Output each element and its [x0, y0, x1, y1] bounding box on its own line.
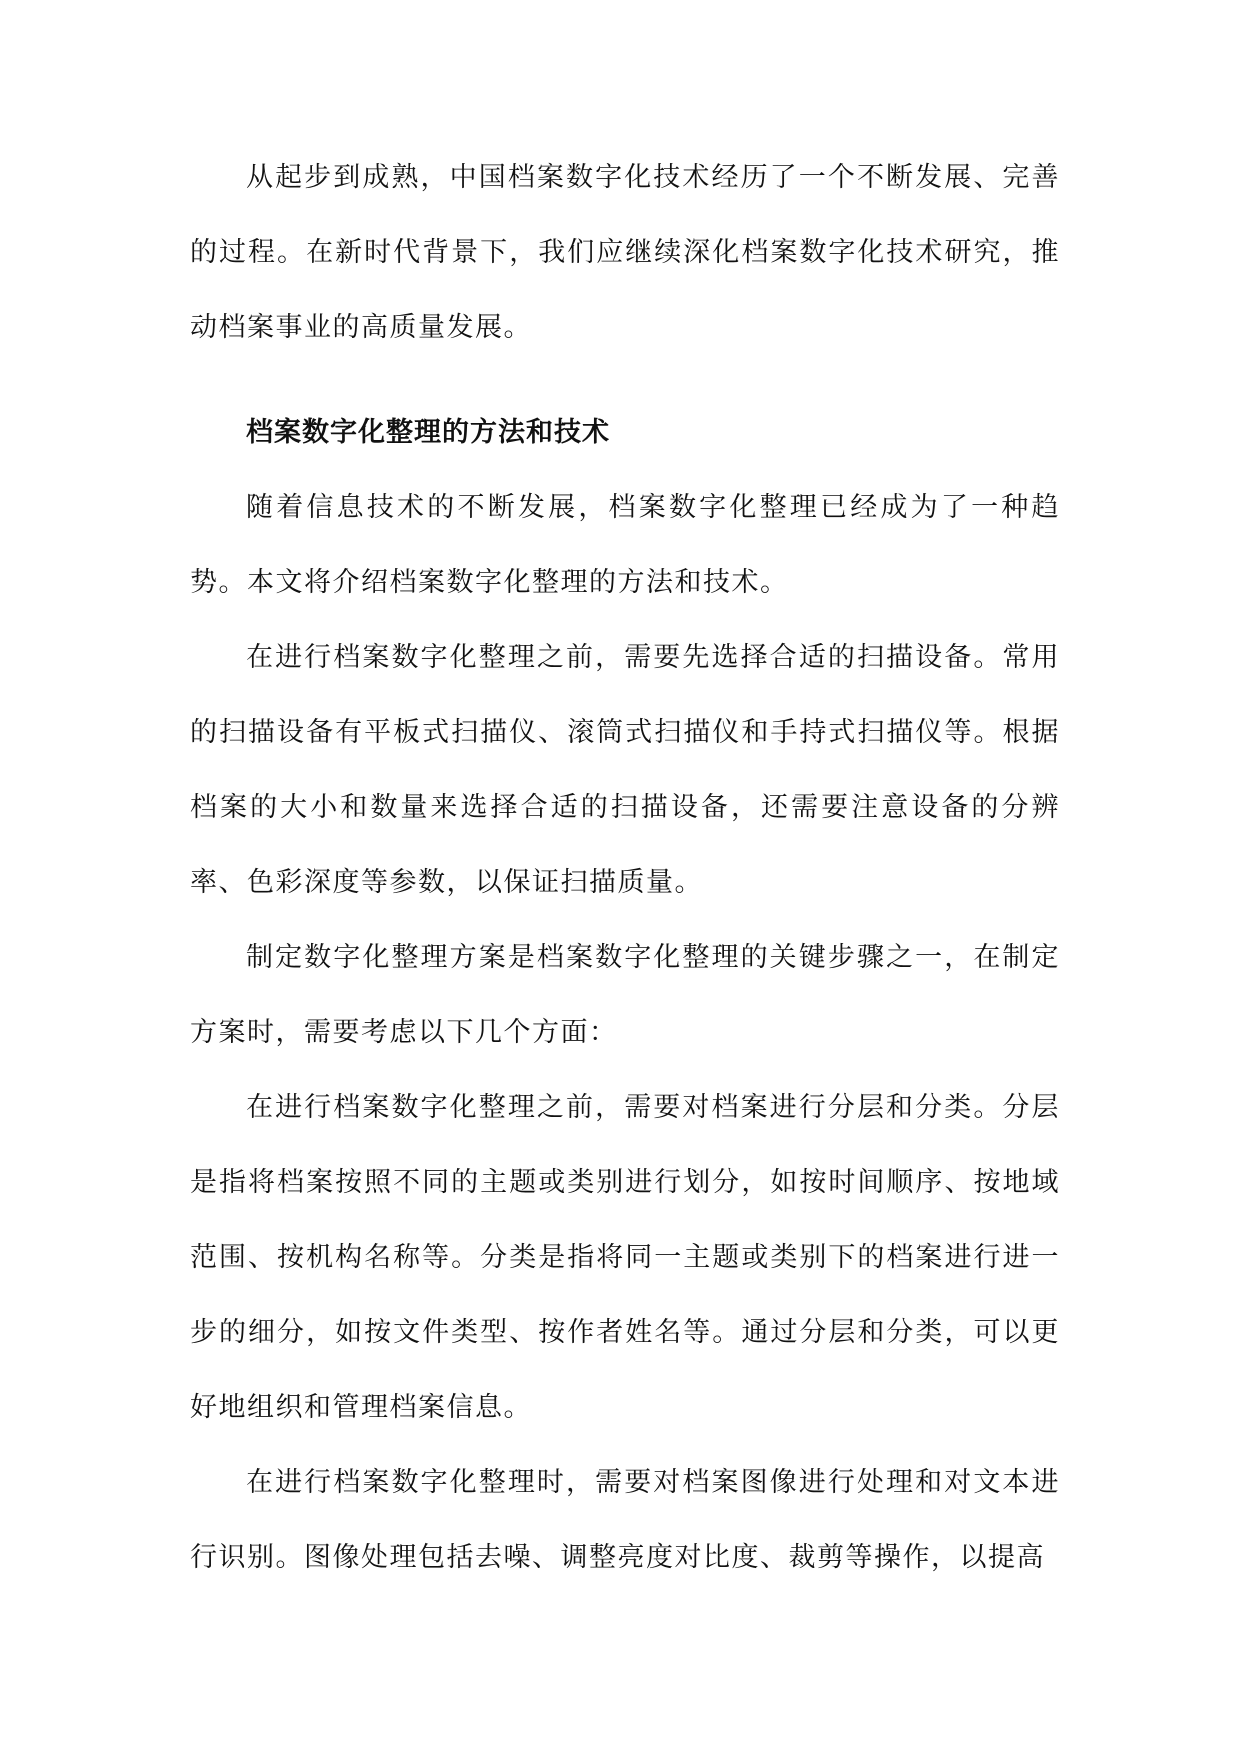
section-heading: 档案数字化整理的方法和技术 [246, 417, 610, 448]
body-paragraph-1: 随着信息技术的不断发展，档案数字化整理已经成为了一种趋势。本文将介绍档案数字化整理的方法和技术。 [190, 492, 1060, 598]
intro-paragraph: 从起步到成熟，中国档案数字化技术经历了一个不断发展、完善的过程。在新时代背景下，我们应继续深化档案数字化技术研究，推动档案事业的高质量发展。 [190, 162, 1060, 343]
body-paragraph-2: 在进行档案数字化整理之前，需要先选择合适的扫描设备。常用的扫描设备有平板式扫描仪、滚筒式扫描仪和手持式扫描仪等。根据档案的大小和数量来选择合适的扫描设备，还需要注意设备的分辨率、色彩深度等参数，以保证扫描质量。 [190, 642, 1060, 898]
document-page [190, 140, 1060, 1595]
body-paragraph-3: 制定数字化整理方案是档案数字化整理的关键步骤之一，在制定方案时，需要考虑以下几个方面： [190, 942, 1060, 1048]
body-paragraph-5: 在进行档案数字化整理时，需要对档案图像进行处理和对文本进行识别。图像处理包括去噪、调整亮度对比度、裁剪等操作，以提高 [190, 1467, 1060, 1573]
body-paragraph-4: 在进行档案数字化整理之前，需要对档案进行分层和分类。分层是指将档案按照不同的主题或类别进行划分，如按时间顺序、按地域范围、按机构名称等。分类是指将同一主题或类别下的档案进行进一步的细分，如按文件类型、按作者姓名等。通过分层和分类，可以更好地组织和管理档案信息。 [190, 1092, 1060, 1423]
